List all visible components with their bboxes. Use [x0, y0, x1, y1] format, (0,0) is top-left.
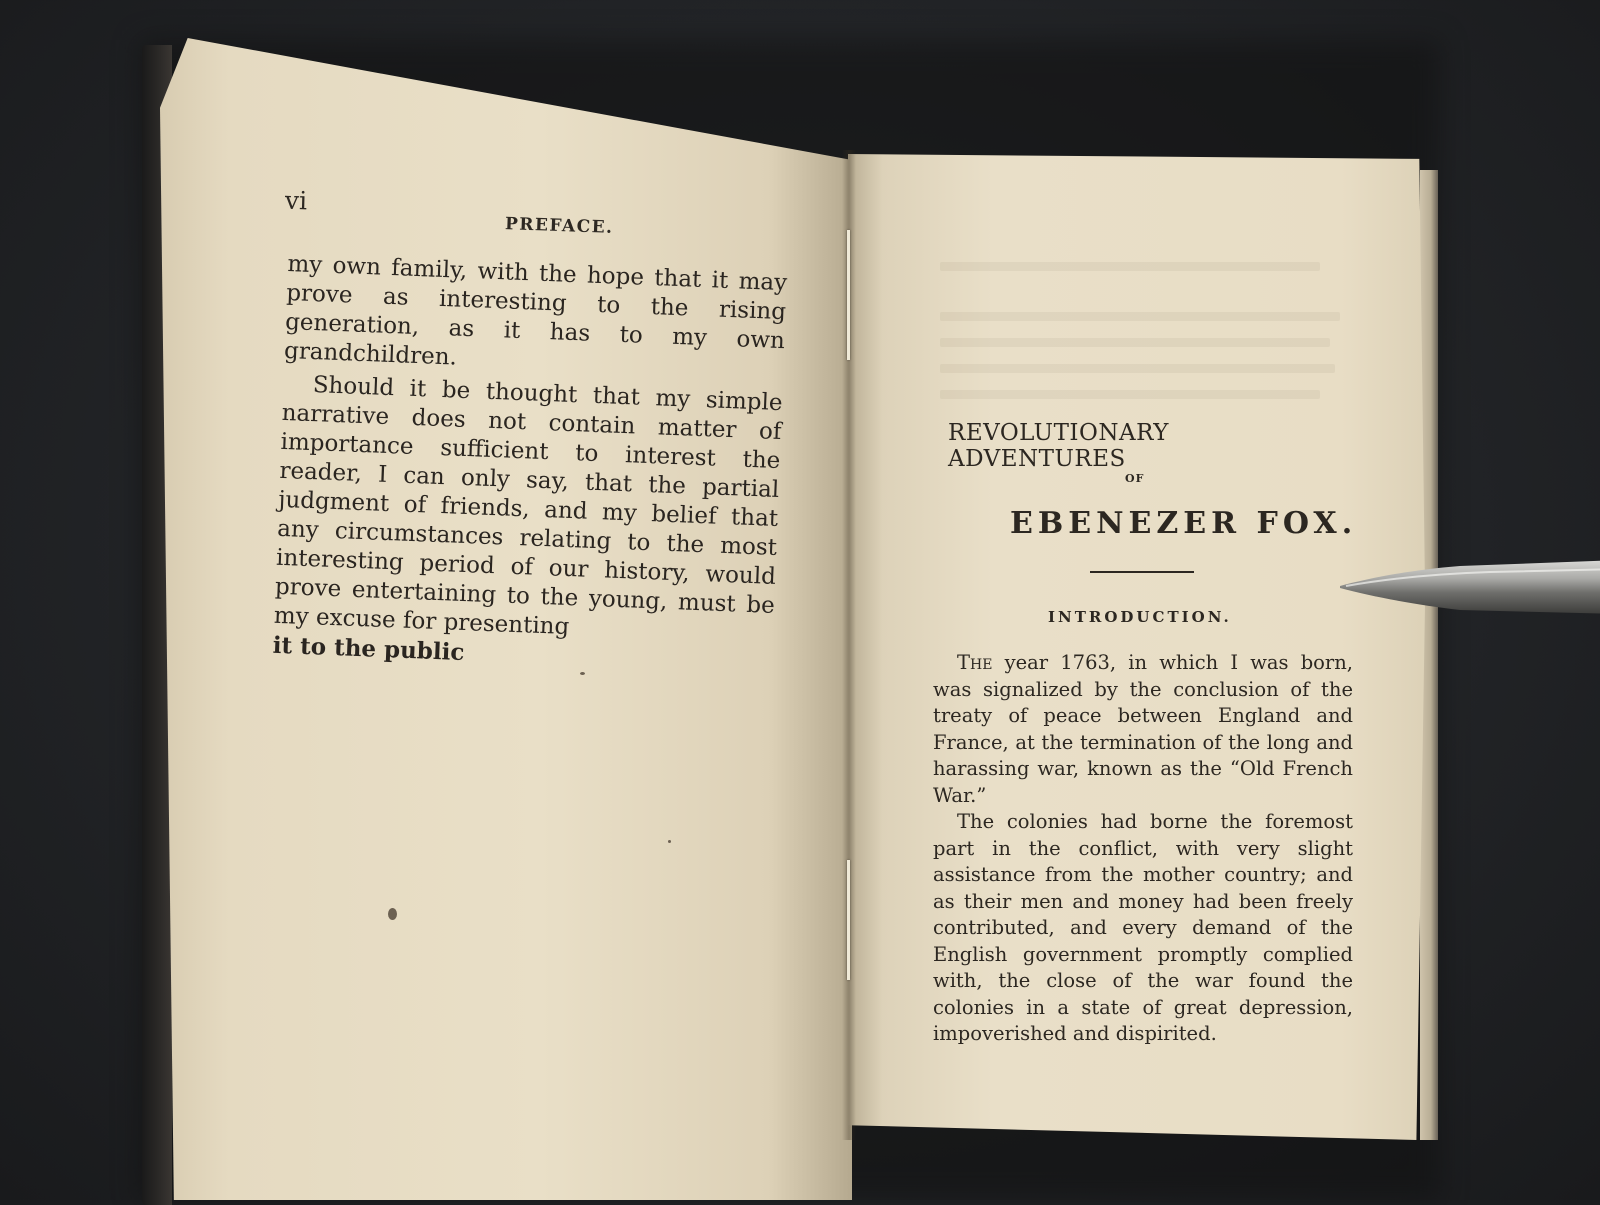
preface-paragraph-2: Should it be thought that my simple narrative does not contain matter of importance sufficient to interest the reader, I can only say, that the partial judgment of friends, and my belief that any circumstances relating to the most interesting period of our history, would prove entertaining to the young, must be my excuse for presenting — [273, 372, 783, 641]
left-page-text — [272, 250, 787, 679]
show-through-line — [940, 312, 1340, 321]
page-number: vi — [284, 185, 308, 216]
title-rule — [1090, 571, 1194, 573]
show-through-line — [940, 390, 1320, 399]
paper-speck — [388, 908, 397, 920]
letter-opener-pointer — [1340, 552, 1600, 624]
book-title-of: OF — [1125, 472, 1145, 485]
binding-thread — [847, 860, 850, 980]
preface-paragraph-2-end: it to the public — [272, 631, 465, 667]
right-page-text — [933, 650, 1353, 1048]
show-through-line — [940, 364, 1335, 373]
intro-paragraph-1-body: year 1763, in which I was born, was signalized by the conclusion of the treaty of peace between England and France, at the termination of the long and harassing war, known as the “Old French War.” — [933, 651, 1353, 807]
paper-speck — [580, 672, 585, 675]
intro-paragraph-2: The colonies had borne the foremost part in the conflict, with very slight assistance from the mother country; and as their men and money had been freely contributed, and every demand of the English government promptly complied with, the close of the war found the colonies in a state of great depression, impoverished and dispirited. — [933, 810, 1353, 1045]
show-through-line — [940, 262, 1320, 271]
drop-lead-word: The — [957, 651, 993, 674]
preface-paragraph-1: my own family, with the hope that it may prove as interesting to the rising generation, as it has to my own grandchildren. — [283, 250, 788, 371]
book-title-line-2: EBENEZER FOX. — [1010, 506, 1358, 541]
section-heading: INTRODUCTION. — [1048, 608, 1232, 626]
show-through-line — [940, 338, 1330, 347]
running-head: PREFACE. — [504, 214, 614, 238]
intro-paragraph-1 — [933, 650, 1353, 809]
paper-speck — [668, 840, 671, 843]
book-title-line-1: REVOLUTIONARY ADVENTURES — [948, 420, 1169, 472]
binding-thread — [847, 230, 850, 360]
